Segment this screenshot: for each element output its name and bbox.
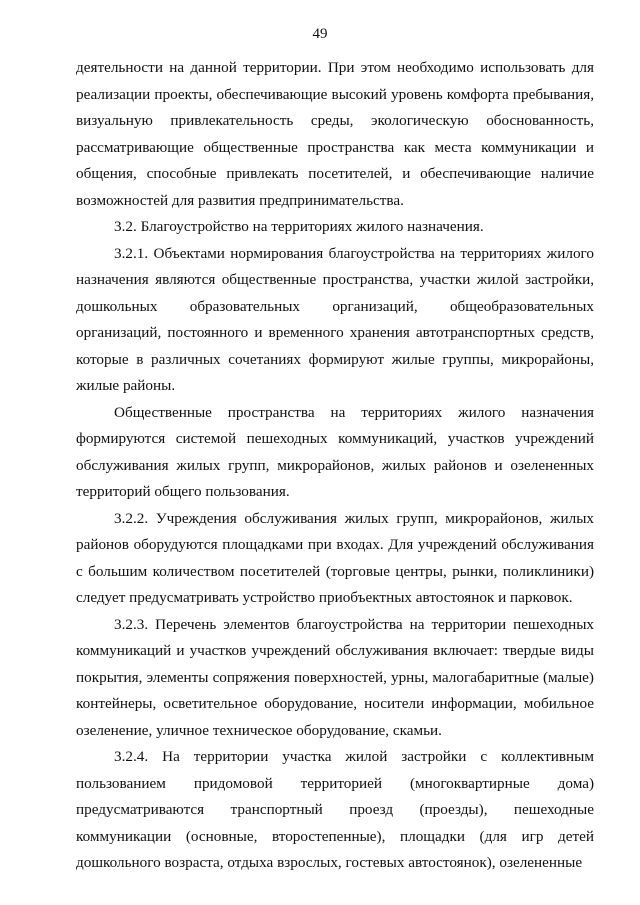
paragraph-continuation: деятельности на данной территории. При этом необходимо использовать для реализации проекты, обеспечивающие высокий уровень комфорта пребывания, визуальную привлекательность среды, экологическую обоснованность, рассматривающие общественные пространства как места коммуникации и общения, способные привлекать посетителей, и обеспечивающие наличие возможностей для развития предпринимательства.	[76, 59, 594, 209]
paragraph-3-2-2: 3.2.2. Учреждения обслуживания жилых групп, микрорайонов, жилых районов оборудуются площадками при входах. Для учреждений обслуживания с большим количеством посетителей (торговые центры, рынки, поликлиники) следует предусматривать устройство приобъектных автостоянок и парковок.	[76, 509, 594, 606]
section-heading-3-2: 3.2. Благоустройство на территориях жилого назначения.	[114, 218, 484, 235]
paragraph-3-2-3: 3.2.3. Перечень элементов благоустройства на территории пешеходных коммуникаций и участков учреждений обслуживания включает: твердые виды покрытия, элементы сопряжения поверхностей, урны, малогабаритные (малые) контейнеры, осветительное оборудование, носители информации, мобильное озеленение, уличное техническое оборудование, скамьи.	[76, 615, 594, 739]
paragraph-3-2-4: 3.2.4. На территории участка жилой застройки с коллективным пользованием придомовой территорией (многоквартирные дома) предусматриваются транспортный проезд (проезды), пешеходные коммуникации (основные, второстепенные), площадки (для игр детей дошкольного возраста, отдыха взрослых, гостевых автостоянок), озелененные	[76, 748, 594, 871]
paragraph-3-2-1: 3.2.1. Объектами нормирования благоустройства на территориях жилого назначения являются общественные пространства, участки жилой застройки, дошкольных образовательных организаций, общеобразовательных организаций, постоянного и временного хранения автотранспортных средств, которые в различных сочетаниях формируют жилые группы, микрорайоны, жилые районы.	[76, 244, 594, 394]
paragraph-public-spaces: Общественные пространства на территориях жилого назначения формируются системой пешеходных коммуникаций, участков учреждений обслуживания жилых групп, микрорайонов, жилых районов и озелененных территорий общего пользования.	[76, 403, 594, 500]
page-number: 49	[312, 26, 328, 42]
document-body	[76, 55, 594, 877]
